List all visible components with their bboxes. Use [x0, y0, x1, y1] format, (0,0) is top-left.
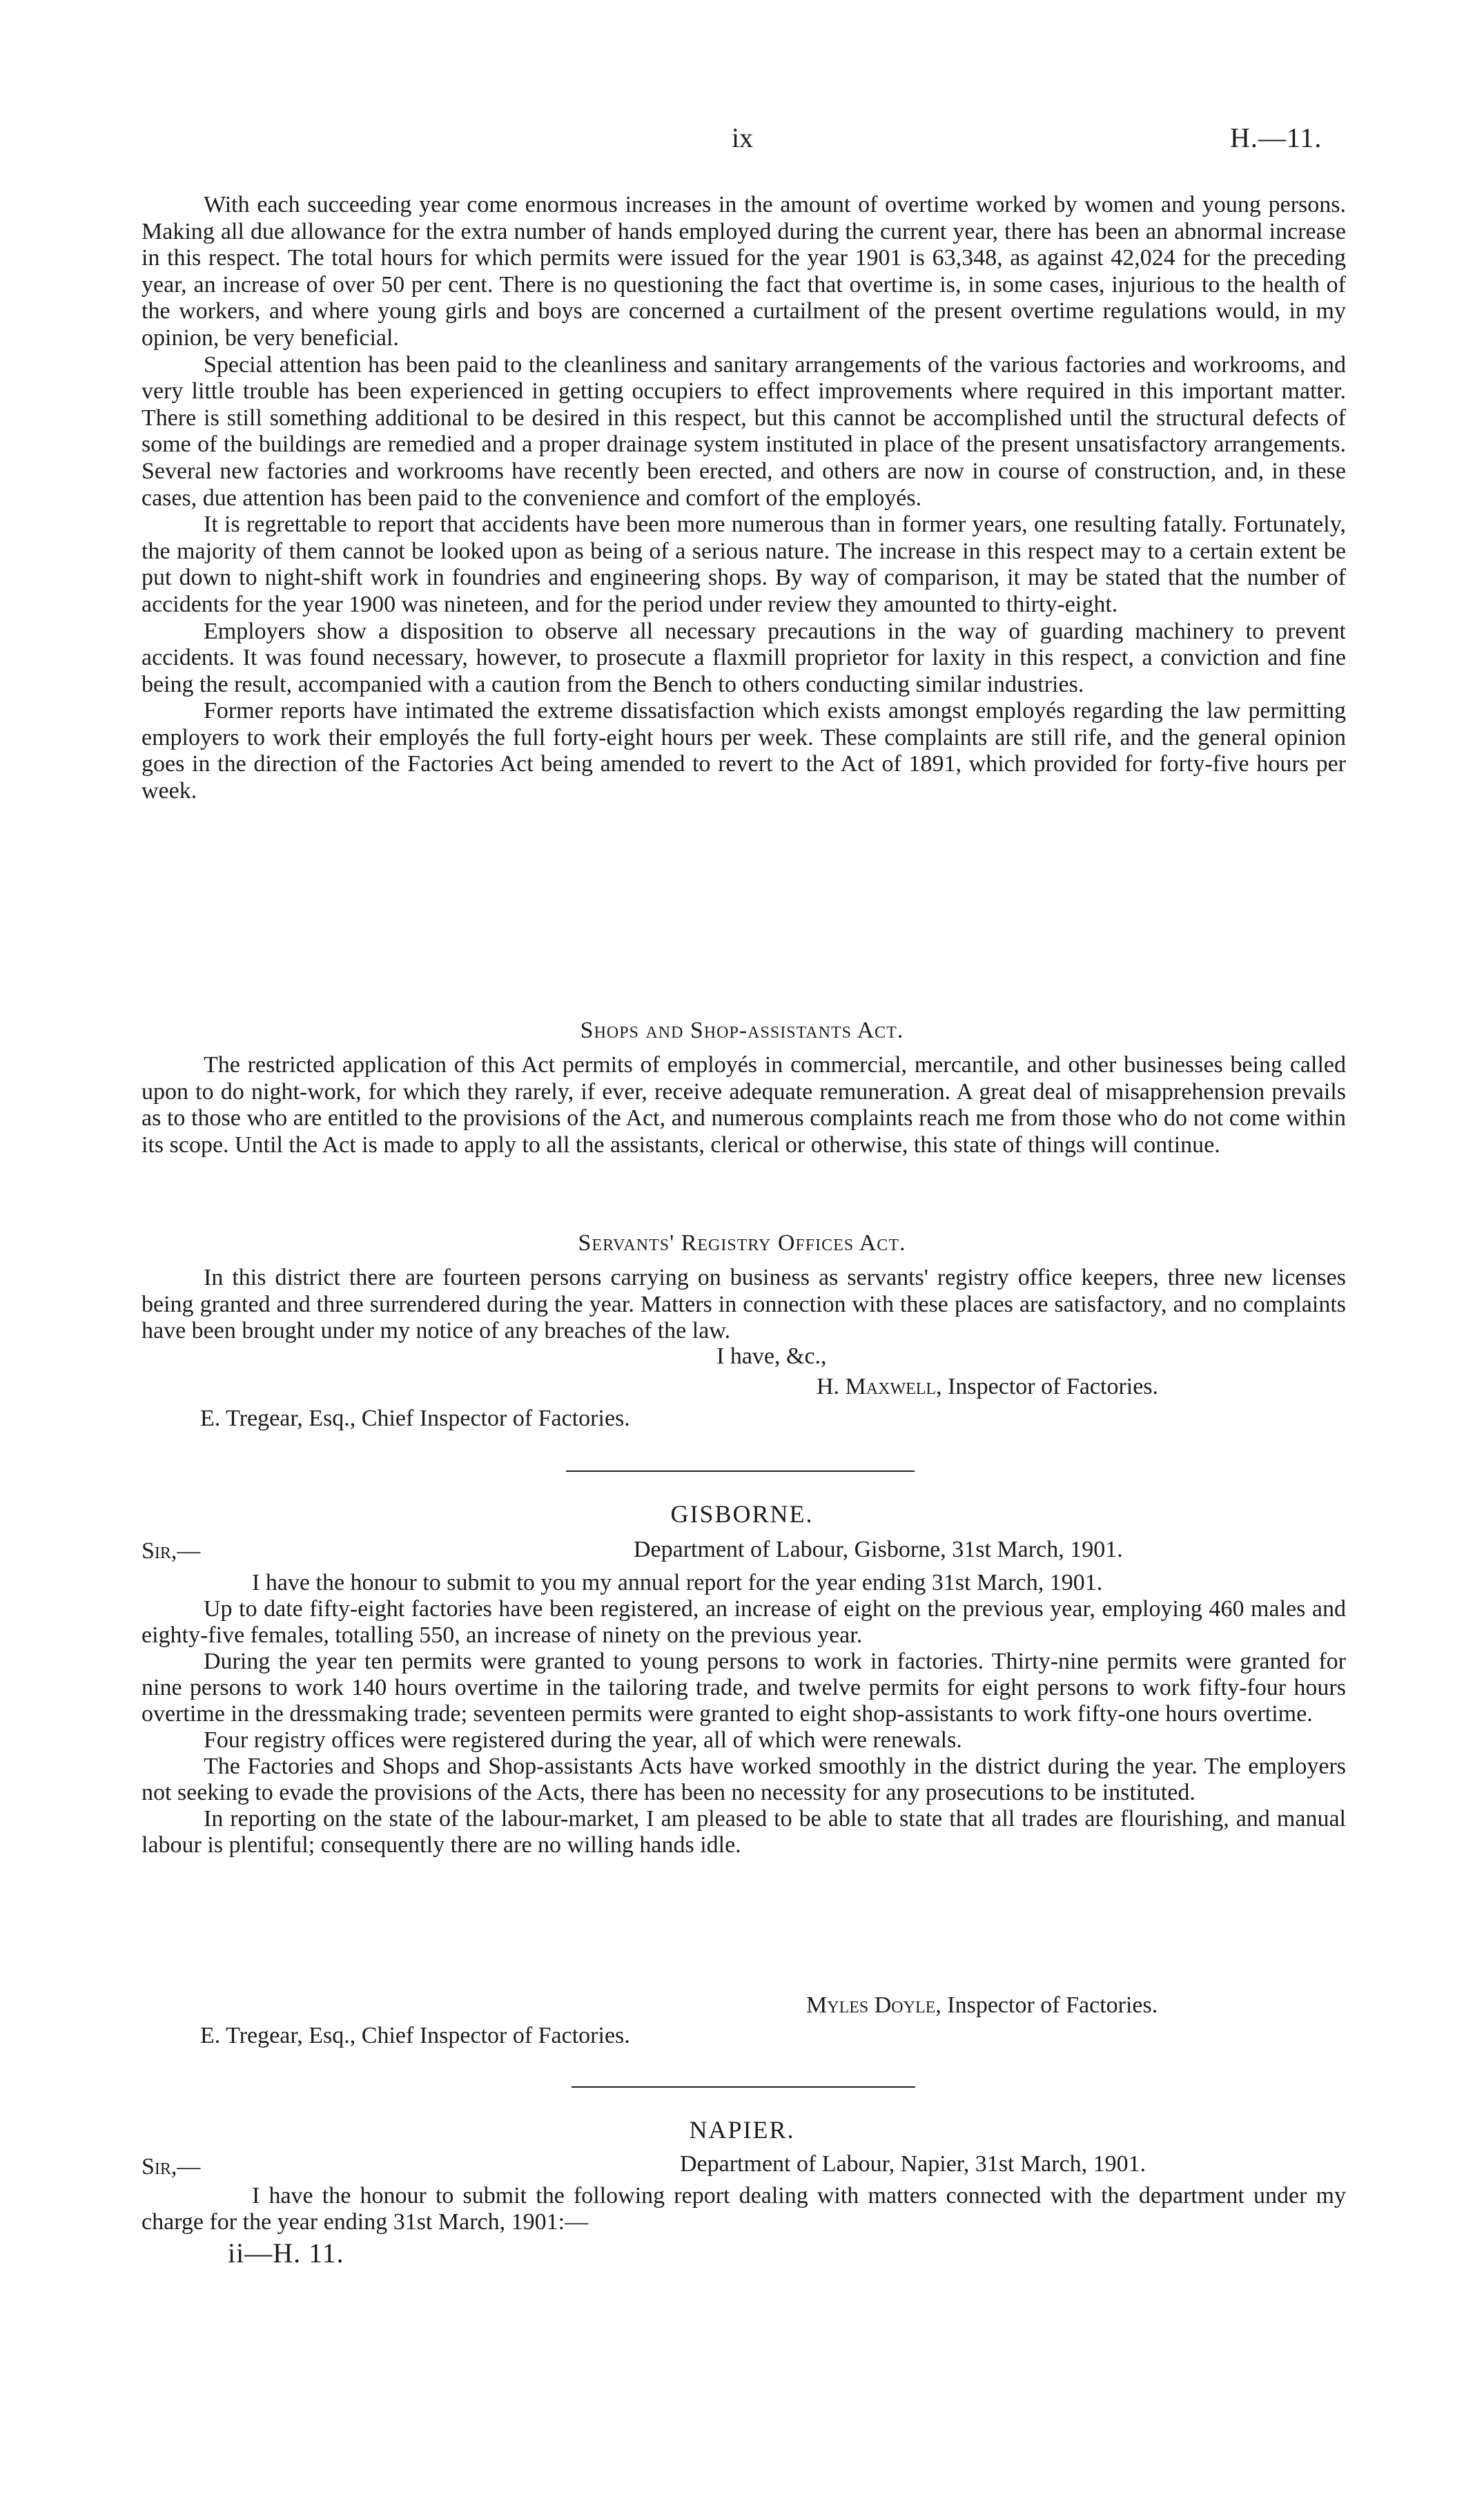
section-body [141, 192, 1346, 805]
page-number: ix [732, 122, 754, 153]
gisborne-body [141, 1570, 1346, 1858]
signature-title: , Inspector of Factories. [936, 1374, 1159, 1399]
shops-act-body [141, 1052, 1346, 1158]
paragraph-sanitary: Special attention has been paid to the cleanliness and sanitary arrangements of the various factories and workrooms, and very little trouble has been experienced in getting occupiers to effect improvements where required in this important matter. There is still something additional to be desired in this respect, but this cannot be accomplished until the structural defects of some of the buildings are remedied and a proper drainage system instituted in place of the present unsatisfactory arrangements. Several new factories and workrooms have recently been erected, and others are now in course of construction, and, in these cases, due attention has been paid to the convenience and comfort of the employés. [141, 351, 1346, 511]
gisborne-paragraph-intro: I have the honour to submit to you my annual report for the year ending 31st March, 1901. [252, 1570, 1103, 1595]
paragraph-overtime: With each succeeding year come enormous increases in the amount of overtime worked by women and young persons. Making all due allowance for the extra number of hands employed during the current year, there has been an abnormal increase in this respect. The total hours for which permits were issued for the year 1901 is 63,348, as against 42,024 for the preceding year, an increase of over 50 per cent. There is no questioning the fact that overtime is, in some cases, injurious to the health of the workers, and where young girls and boys are concerned a curtailment of the present overtime regulations would, in my opinion, be very beneficial. [141, 192, 1346, 351]
addressee-1: E. Tregear, Esq., Chief Inspector of Factories. [200, 1406, 630, 1431]
paragraph-accidents: It is regrettable to report that accidents have been more numerous than in former years, one resulting fatally. Fortunately, the majority of them cannot be looked upon as being of a serious nature. The increase in this respect may to a certain extent be put down to night-shift work in foundries and engineering shops. By way of comparison, it may be stated that the number of accidents for the year 1900 was nineteen, and for the period under review they amounted to thirty-eight. [141, 512, 1346, 617]
paragraph-hours: Former reports have intimated the extreme dissatisfaction which exists amongst employés regarding the law permitting employers to work their employés the full forty-eight hours per week. These complaints are still rife, and the general opinion goes in the direction of the Factories Act being amended to revert to the Act of 1891, which provided for forty-five hours per week. [141, 698, 1346, 804]
paragraph-servants: In this district there are fourteen persons carrying on business as servants' registry office keepers, three new licenses being granted and three surrendered during the year. Matters in connection with these places are satisfactory, and no complaints have been brought under my notice of any breaches of the law. [141, 1265, 1346, 1344]
gisborne-salutation [141, 1538, 200, 1564]
salutation-text: Sir,— [141, 2154, 201, 2180]
gisborne-paragraph-labour: In reporting on the state of the labour-market, I am pleased to be able to state that all trades are flourishing, and manual labour is plentiful; consequently there are no willing hands idle. [141, 1806, 1346, 1858]
servants-act-heading: Servants' Registry Offices Act. [578, 1230, 906, 1256]
servants-act-body [141, 1265, 1346, 1345]
paragraph-shops: The restricted application of this Act permits of employés in commercial, mercantile, and other businesses being called upon to do night-work, for which they rarely, if ever, receive adequate remuneration. A great deal of misapprehension prevails as to those who are entitled to the provisions of the Act, and numerous complaints reach me from those who do not come within its scope. Until the Act is made to apply to all the assistants, clerical or otherwise, this state of things will continue. [141, 1052, 1346, 1158]
shops-act-heading: Shops and Shop-assistants Act. [580, 1018, 904, 1043]
gisborne-paragraph-permits: During the year ten permits were granted to young persons to work in factories. Thirty-nine permits were granted for nine persons to work 140 hours overtime in the tailoring trade, and twelve permits for eight persons to work fifty-four hours overtime in the dressmaking trade; seventeen permits were granted to eight shop-assistants to work fifty-one hours overtime. [141, 1649, 1346, 1727]
addressee-2: E. Tregear, Esq., Chief Inspector of Factories. [200, 2023, 630, 2048]
signature-name: H. Maxwell [817, 1374, 937, 1399]
napier-paragraph-intro: I have the honour to submit the following report dealing with matters connected with the department under my charge for the year ending 31st March, 1901:— [141, 2183, 1346, 2235]
signature-name: Myles Doyle [806, 1992, 936, 2018]
napier-dateline: Department of Labour, Napier, 31st March, 1901. [680, 2151, 1146, 2177]
gisborne-heading: GISBORNE. [670, 1500, 814, 1528]
napier-body [141, 2183, 1346, 2235]
gisborne-dateline: Department of Labour, Gisborne, 31st March, 1901. [634, 1537, 1123, 1562]
paragraph-machinery: Employers show a disposition to observe all necessary precautions in the way of guarding machinery to prevent accidents. It was found necessary, however, to prosecute a flaxmill proprietor for laxity in this respect, a conviction and fine being the result, accompanied with a caution from the Bench to others conducting similar industries. [141, 618, 1346, 697]
napier-salutation [141, 2154, 200, 2180]
signature-maxwell [817, 1374, 1158, 1400]
salutation-text: Sir,— [141, 1538, 201, 1564]
gisborne-paragraph-registry: Four registry offices were registered during the year, all of which were renewals. [204, 1727, 962, 1753]
section-divider-1 [566, 1470, 915, 1472]
signature-doyle [806, 1992, 1158, 2019]
closing-phrase: I have, &c., [716, 1343, 827, 1369]
gisborne-paragraph-acts: The Factories and Shops and Shop-assistants Acts have worked smoothly in the district during the year. The employers not seeking to evade the provisions of the Acts, there has been no necessity for any prosecutions to be instituted. [141, 1754, 1346, 1805]
document-reference: H.—11. [1230, 122, 1322, 153]
napier-heading: NAPIER. [689, 2116, 795, 2144]
gisborne-paragraph-factories: Up to date fifty-eight factories have been registered, an increase of eight on the previous year, employing 460 males and eighty-five females, totalling 550, an increase of ninety on the previous year. [141, 1596, 1346, 1648]
signature-title: , Inspector of Factories. [935, 1992, 1158, 2018]
footer-signature-mark: ii—H. 11. [228, 2237, 344, 2269]
section-divider-2 [572, 2086, 915, 2088]
